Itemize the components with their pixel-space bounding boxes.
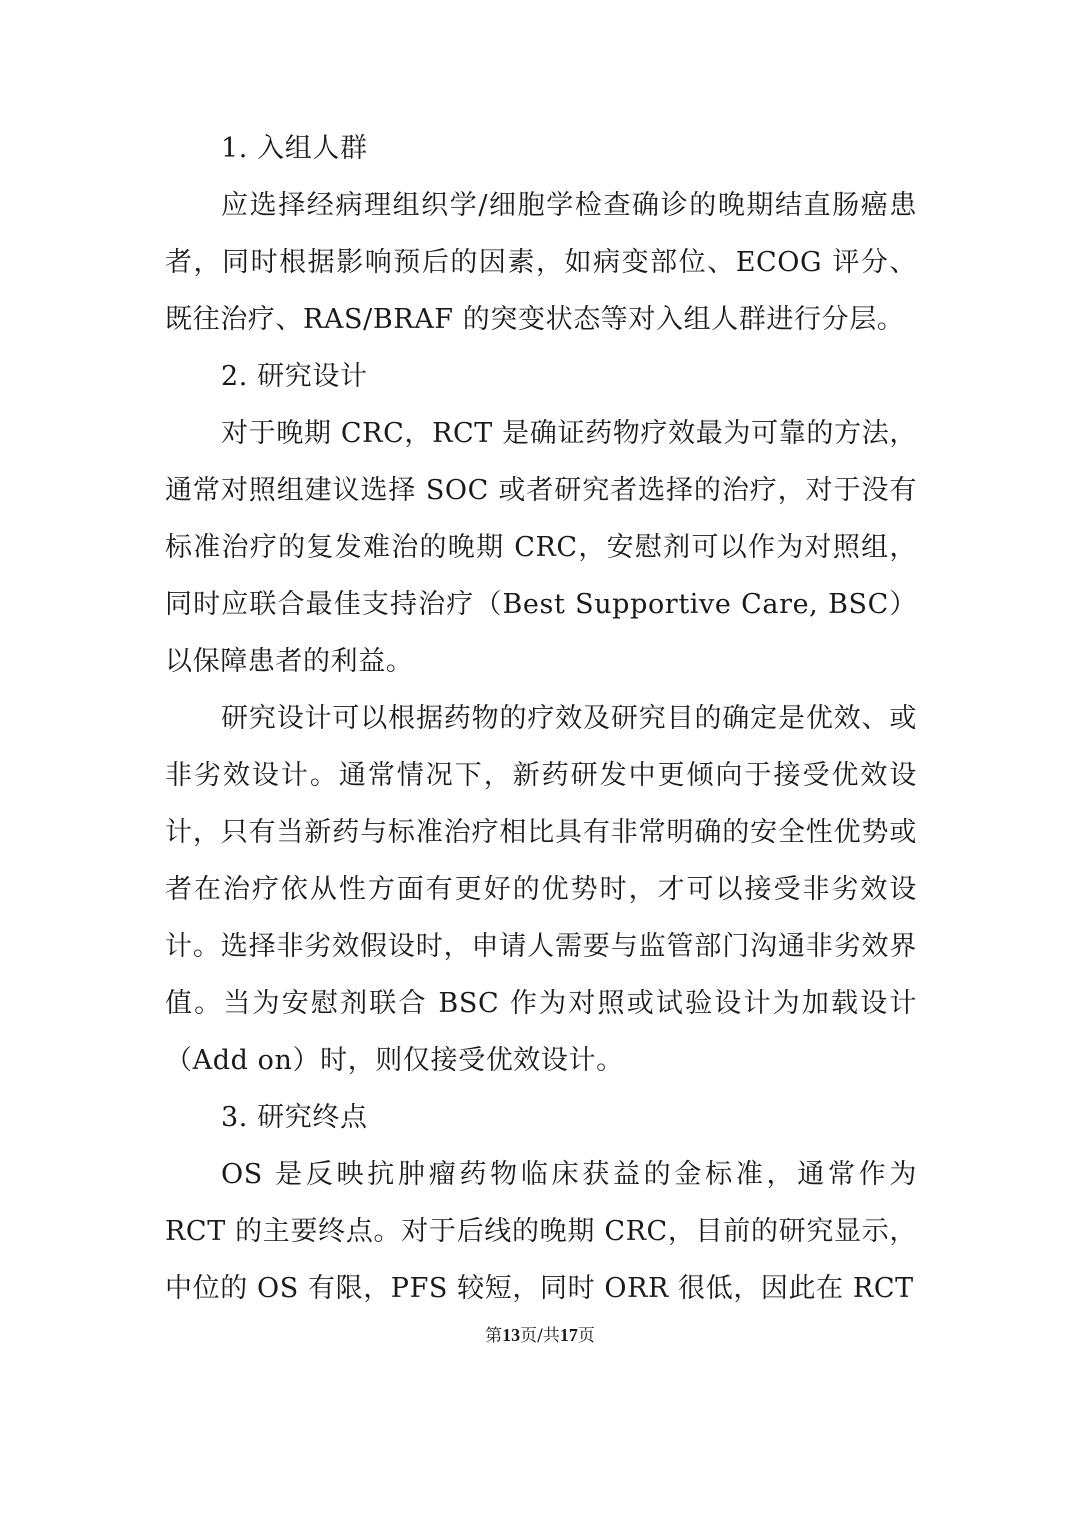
paragraph: 研究设计可以根据药物的疗效及研究目的确定是优效、或非劣效设计。通常情况下，新药研发中更倾向于接受优效设计，只有当新药与标准治疗相比具有非常明确的安全性优势或者在治疗依从性方面有更好的优势时，才可以接受非劣效设计。选择非劣效假设时，申请人需要与监管部门沟通非劣效界值。当为安慰剂联合 BSC 作为对照或试验设计为加载设计（Add on）时，则仅接受优效设计。 <box>165 703 917 1076</box>
section-heading: 3. 研究终点 <box>221 1102 368 1133</box>
total-page-count: 17 <box>559 1325 578 1345</box>
section-study-design <box>165 348 917 1089</box>
section-endpoints <box>165 1089 917 1317</box>
section-heading: 2. 研究设计 <box>221 361 368 392</box>
paragraph: OS 是反映抗肿瘤药物临床获益的金标准，通常作为 RCT 的主要终点。对于后线的晚期 CRC，目前的研究显示，中位的 OS 有限，PFS 较短，同时 ORR 很低，因此在 RCT <box>165 1159 917 1304</box>
section-enrollment <box>165 120 917 348</box>
section-heading: 1. 入组人群 <box>221 133 368 164</box>
paragraph: 对于晚期 CRC，RCT 是确证药物疗效最为可靠的方法，通常对照组建议选择 SOC 或者研究者选择的治疗，对于没有标准治疗的复发难治的晚期 CRC，安慰剂可以作为对照组，同时应联合最佳支持治疗（Best Supportive Care, BSC）以保障患者的利益。 <box>165 418 917 677</box>
page-number-footer <box>0 1323 1080 1348</box>
footer-prefix: 第 <box>485 1326 503 1346</box>
footer-middle: 页/共 <box>520 1326 560 1346</box>
footer-suffix: 页 <box>577 1326 595 1346</box>
document-body <box>165 120 917 1317</box>
paragraph: 应选择经病理组织学/细胞学检查确诊的晚期结直肠癌患者，同时根据影响预后的因素，如病变部位、ECOG 评分、既往治疗、RAS/BRAF 的突变状态等对入组人群进行分层。 <box>165 190 917 335</box>
current-page-number: 13 <box>502 1325 521 1345</box>
